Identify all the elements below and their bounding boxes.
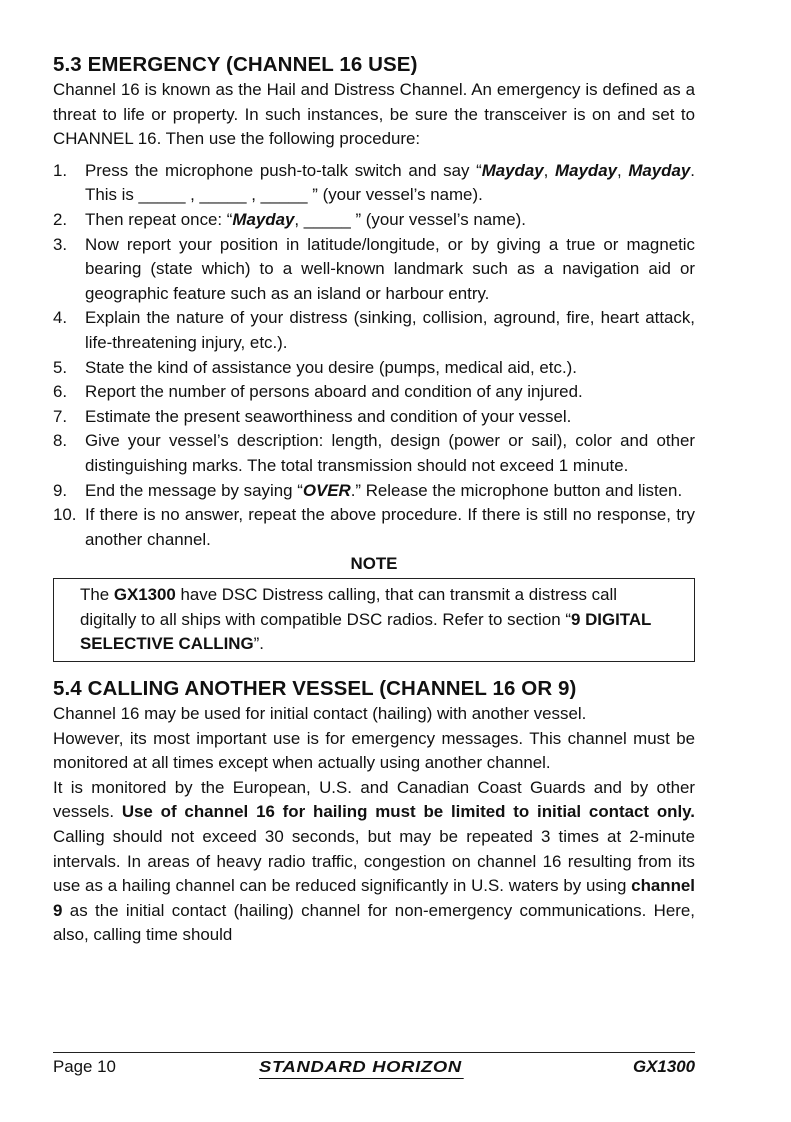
list-item: 1. Press the microphone push-to-talk switch and say “Mayday, Mayday, Mayday. This is _____ , _____ , _____ ” (your vessel’s name). <box>53 160 695 205</box>
list-item: 5. State the kind of assistance you desire (pumps, medical aid, etc.). <box>53 357 577 377</box>
section-5-4-paragraph-2: However, its most important use is for emergency messages. This channel must be monitored at all times except when actually using another channel. <box>53 728 695 773</box>
note-heading: NOTE <box>350 554 398 574</box>
page-number: Page 10 <box>53 1057 116 1076</box>
section-5-3-intro: Channel 16 is known as the Hail and Distress Channel. An emergency is defined as a threat to life or property. In such instances, be sure the transceiver is on and set to CHANNEL 16. Then use the following procedure: <box>53 80 695 149</box>
model-name: GX1300 <box>633 1057 695 1076</box>
list-item: 6. Report the number of persons aboard and condition of any injured. <box>53 382 583 402</box>
list-item: 9. End the message by saying “OVER.” Release the microphone button and listen. <box>53 480 683 500</box>
list-item: 7. Estimate the present seaworthiness and condition of your vessel. <box>53 406 572 426</box>
section-5-4-paragraph-1: Channel 16 may be used for initial contact (hailing) with another vessel. <box>53 704 587 724</box>
list-item: 10. If there is no answer, repeat the above procedure. If there is still no response, try another channel. <box>53 505 695 549</box>
brand-logo: STANDARD HORIZON <box>259 1059 462 1076</box>
section-title-5-3: 5.3 EMERGENCY (CHANNEL 16 USE) <box>53 53 418 76</box>
list-item: 4. Explain the nature of your distress (sinking, collision, aground, fire, heart attack, life-threatening injury, etc.). <box>53 308 695 352</box>
list-item: 8. Give your vessel’s description: length, design (power or sail), color and other distinguishing marks. The total transmission should not exceed 1 minute. <box>53 431 695 475</box>
manual-page <box>53 52 695 948</box>
section-5-4-paragraph-3: It is monitored by the European, U.S. and Canadian Coast Guards and by other vessels. Use of channel 16 for hailing must be limited to initial contact only. Calling should not exceed 30 seconds, but may be repeated 3 times at 2-minute intervals. In areas of heavy radio traffic, congestion on channel 16 resulting from its use as a hailing channel can be reduced significantly in U.S. waters by using channel 9 as the initial contact (hailing) channel for non-emergency communications. Here, also, calling time should <box>53 777 695 945</box>
note-box: The GX1300 have DSC Distress calling, that can transmit a distress call digitally to all ships with compatible DSC radios. Refer to section “9 DIGITAL SELECTIVE CALLING”. <box>53 578 695 662</box>
list-item: 3. Now report your position in latitude/longitude, or by giving a true or magnetic bearing (state which) to a well-known landmark such as a navigation aid or geographic feature such as an island or harbour entry. <box>53 234 695 303</box>
section-title-5-4: 5.4 CALLING ANOTHER VESSEL (CHANNEL 16 OR 9) <box>53 677 577 701</box>
emergency-procedure-list <box>53 159 695 553</box>
page-footer <box>53 1052 695 1083</box>
section-5-4 <box>53 676 695 948</box>
list-item: 2. Then repeat once: “Mayday, _____ ” (your vessel’s name). <box>53 209 526 229</box>
